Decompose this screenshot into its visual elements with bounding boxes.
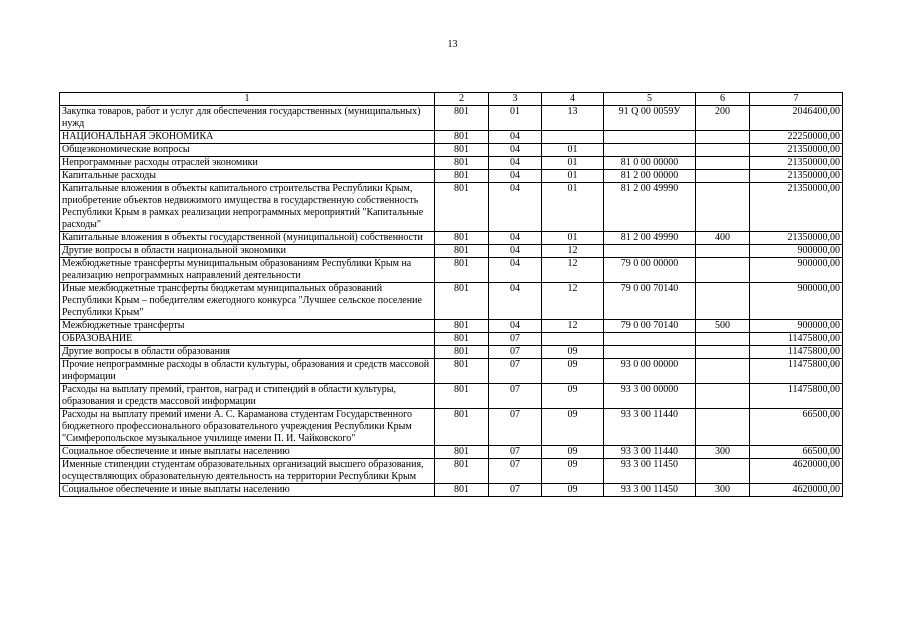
subsection-code-cell: 04 bbox=[489, 245, 542, 258]
target-article-cell bbox=[604, 346, 696, 359]
section-code-cell: 801 bbox=[435, 359, 489, 384]
row-name-cell: Социальное обеспечение и иные выплаты населению bbox=[60, 484, 435, 497]
target-article-cell: 93 3 00 11440 bbox=[604, 409, 696, 446]
expense-type-cell: 300 bbox=[696, 484, 750, 497]
amount-cell: 11475800,00 bbox=[750, 384, 843, 409]
subsection-code-cell: 04 bbox=[489, 283, 542, 320]
section-code-cell: 801 bbox=[435, 320, 489, 333]
header-cell: 4 bbox=[542, 93, 604, 106]
target-article-cell: 93 3 00 11450 bbox=[604, 459, 696, 484]
amount-cell: 21350000,00 bbox=[750, 183, 843, 232]
section-code-cell: 801 bbox=[435, 484, 489, 497]
row-name-cell: НАЦИОНАЛЬНАЯ ЭКОНОМИКА bbox=[60, 131, 435, 144]
row-name-cell: Межбюджетные трансферты bbox=[60, 320, 435, 333]
section-code-cell: 801 bbox=[435, 144, 489, 157]
section-code-cell: 801 bbox=[435, 232, 489, 245]
page-number: 13 bbox=[447, 39, 458, 50]
section-code-cell: 801 bbox=[435, 157, 489, 170]
subsection-code-cell: 04 bbox=[489, 258, 542, 283]
amount-cell: 2046400,00 bbox=[750, 106, 843, 131]
table-row bbox=[60, 258, 843, 283]
subsection-number-cell: 09 bbox=[542, 459, 604, 484]
amount-cell: 900000,00 bbox=[750, 245, 843, 258]
expense-type-cell bbox=[696, 258, 750, 283]
table-row bbox=[60, 484, 843, 497]
subsection-code-cell: 04 bbox=[489, 170, 542, 183]
amount-cell: 11475800,00 bbox=[750, 359, 843, 384]
section-code-cell: 801 bbox=[435, 283, 489, 320]
subsection-code-cell: 04 bbox=[489, 131, 542, 144]
subsection-code-cell: 07 bbox=[489, 359, 542, 384]
amount-cell: 21350000,00 bbox=[750, 144, 843, 157]
target-article-cell: 93 3 00 11440 bbox=[604, 446, 696, 459]
row-name-cell: Иные межбюджетные трансферты бюджетам муниципальных образований Республики Крым – победителям ежегодного конкурса "Лучшее сельское поселение Республики Крым" bbox=[60, 283, 435, 320]
section-code-cell: 801 bbox=[435, 384, 489, 409]
subsection-number-cell bbox=[542, 131, 604, 144]
expense-type-cell: 400 bbox=[696, 232, 750, 245]
section-code-cell: 801 bbox=[435, 106, 489, 131]
expense-type-cell bbox=[696, 359, 750, 384]
subsection-number-cell: 13 bbox=[542, 106, 604, 131]
subsection-code-cell: 04 bbox=[489, 320, 542, 333]
subsection-number-cell: 09 bbox=[542, 384, 604, 409]
row-name-cell: Непрограммные расходы отраслей экономики bbox=[60, 157, 435, 170]
target-article-cell bbox=[604, 131, 696, 144]
target-article-cell: 81 0 00 00000 bbox=[604, 157, 696, 170]
subsection-number-cell: 09 bbox=[542, 484, 604, 497]
subsection-number-cell: 01 bbox=[542, 232, 604, 245]
amount-cell: 21350000,00 bbox=[750, 157, 843, 170]
header-cell: 5 bbox=[604, 93, 696, 106]
expense-type-cell bbox=[696, 459, 750, 484]
subsection-code-cell: 07 bbox=[489, 484, 542, 497]
table-header-row bbox=[60, 93, 843, 106]
row-name-cell: Межбюджетные трансферты муниципальным образованиям Республики Крым на реализацию непрограммных направлений деятельности bbox=[60, 258, 435, 283]
subsection-number-cell: 09 bbox=[542, 446, 604, 459]
table-row bbox=[60, 283, 843, 320]
target-article-cell bbox=[604, 144, 696, 157]
table-row bbox=[60, 157, 843, 170]
subsection-code-cell: 04 bbox=[489, 157, 542, 170]
section-code-cell: 801 bbox=[435, 333, 489, 346]
target-article-cell bbox=[604, 245, 696, 258]
subsection-number-cell: 01 bbox=[542, 157, 604, 170]
row-name-cell: Прочие непрограммные расходы в области культуры, образования и средств массовой информации bbox=[60, 359, 435, 384]
target-article-cell: 91 Q 00 0059У bbox=[604, 106, 696, 131]
subsection-number-cell: 01 bbox=[542, 144, 604, 157]
subsection-code-cell: 04 bbox=[489, 183, 542, 232]
row-name-cell: ОБРАЗОВАНИЕ bbox=[60, 333, 435, 346]
row-name-cell: Капитальные вложения в объекты государственной (муниципальной) собственности bbox=[60, 232, 435, 245]
amount-cell: 900000,00 bbox=[750, 258, 843, 283]
section-code-cell: 801 bbox=[435, 258, 489, 283]
subsection-code-cell: 07 bbox=[489, 446, 542, 459]
amount-cell: 900000,00 bbox=[750, 320, 843, 333]
header-cell: 2 bbox=[435, 93, 489, 106]
amount-cell: 21350000,00 bbox=[750, 232, 843, 245]
expense-type-cell bbox=[696, 131, 750, 144]
expense-type-cell bbox=[696, 170, 750, 183]
subsection-number-cell: 12 bbox=[542, 258, 604, 283]
row-name-cell: Социальное обеспечение и иные выплаты населению bbox=[60, 446, 435, 459]
row-name-cell: Другие вопросы в области национальной экономики bbox=[60, 245, 435, 258]
target-article-cell: 79 0 00 00000 bbox=[604, 258, 696, 283]
target-article-cell: 79 0 00 70140 bbox=[604, 320, 696, 333]
header-cell: 6 bbox=[696, 93, 750, 106]
section-code-cell: 801 bbox=[435, 170, 489, 183]
target-article-cell: 81 2 00 49990 bbox=[604, 232, 696, 245]
row-name-cell: Общеэкономические вопросы bbox=[60, 144, 435, 157]
subsection-number-cell: 01 bbox=[542, 183, 604, 232]
expense-type-cell bbox=[696, 245, 750, 258]
row-name-cell: Закупка товаров, работ и услуг для обеспечения государственных (муниципальных) нужд bbox=[60, 106, 435, 131]
table-row bbox=[60, 333, 843, 346]
expense-type-cell bbox=[696, 384, 750, 409]
subsection-code-cell: 07 bbox=[489, 346, 542, 359]
expense-type-cell bbox=[696, 183, 750, 232]
subsection-number-cell: 09 bbox=[542, 346, 604, 359]
target-article-cell: 81 2 00 00000 bbox=[604, 170, 696, 183]
subsection-number-cell bbox=[542, 333, 604, 346]
subsection-code-cell: 04 bbox=[489, 232, 542, 245]
expense-type-cell: 300 bbox=[696, 446, 750, 459]
header-cell: 1 bbox=[60, 93, 435, 106]
header-cell: 3 bbox=[489, 93, 542, 106]
expense-type-cell bbox=[696, 346, 750, 359]
expense-type-cell bbox=[696, 157, 750, 170]
section-code-cell: 801 bbox=[435, 245, 489, 258]
amount-cell: 22250000,00 bbox=[750, 131, 843, 144]
table-row bbox=[60, 446, 843, 459]
subsection-number-cell: 09 bbox=[542, 359, 604, 384]
target-article-cell bbox=[604, 333, 696, 346]
amount-cell: 66500,00 bbox=[750, 446, 843, 459]
table-row bbox=[60, 245, 843, 258]
amount-cell: 11475800,00 bbox=[750, 333, 843, 346]
table-row bbox=[60, 106, 843, 131]
section-code-cell: 801 bbox=[435, 409, 489, 446]
subsection-code-cell: 07 bbox=[489, 459, 542, 484]
amount-cell: 11475800,00 bbox=[750, 346, 843, 359]
row-name-cell: Капитальные расходы bbox=[60, 170, 435, 183]
row-name-cell: Расходы на выплату премий, грантов, наград и стипендий в области культуры, образования и средств массовой информации bbox=[60, 384, 435, 409]
amount-cell: 66500,00 bbox=[750, 409, 843, 446]
amount-cell: 4620000,00 bbox=[750, 484, 843, 497]
header-cell: 7 bbox=[750, 93, 843, 106]
amount-cell: 900000,00 bbox=[750, 283, 843, 320]
subsection-number-cell: 12 bbox=[542, 283, 604, 320]
subsection-code-cell: 07 bbox=[489, 409, 542, 446]
target-article-cell: 79 0 00 70140 bbox=[604, 283, 696, 320]
subsection-code-cell: 07 bbox=[489, 384, 542, 409]
table-row bbox=[60, 384, 843, 409]
expense-type-cell bbox=[696, 283, 750, 320]
table-row bbox=[60, 131, 843, 144]
amount-cell: 21350000,00 bbox=[750, 170, 843, 183]
budget-table bbox=[59, 92, 843, 497]
expense-type-cell: 200 bbox=[696, 106, 750, 131]
table-row bbox=[60, 320, 843, 333]
section-code-cell: 801 bbox=[435, 131, 489, 144]
row-name-cell: Другие вопросы в области образования bbox=[60, 346, 435, 359]
subsection-code-cell: 07 bbox=[489, 333, 542, 346]
table-row bbox=[60, 232, 843, 245]
target-article-cell: 93 3 00 00000 bbox=[604, 384, 696, 409]
subsection-number-cell: 12 bbox=[542, 245, 604, 258]
subsection-number-cell: 09 bbox=[542, 409, 604, 446]
table-row bbox=[60, 144, 843, 157]
table-row bbox=[60, 170, 843, 183]
row-name-cell: Именные стипендии студентам образовательных организаций высшего образования, осуществляющих образовательную деятельность на территории Республики Крым bbox=[60, 459, 435, 484]
table-row bbox=[60, 409, 843, 446]
section-code-cell: 801 bbox=[435, 446, 489, 459]
table-row bbox=[60, 359, 843, 384]
subsection-code-cell: 04 bbox=[489, 144, 542, 157]
subsection-code-cell: 01 bbox=[489, 106, 542, 131]
target-article-cell: 81 2 00 49990 bbox=[604, 183, 696, 232]
table-row bbox=[60, 183, 843, 232]
row-name-cell: Расходы на выплату премий имени А. С. Караманова студентам Государственного бюджетного профессионального образовательного учреждения Республики Крым "Симферопольское музыкальное училище имени П. И. Чайковского" bbox=[60, 409, 435, 446]
target-article-cell: 93 3 00 11450 bbox=[604, 484, 696, 497]
expense-type-cell bbox=[696, 409, 750, 446]
expense-type-cell: 500 bbox=[696, 320, 750, 333]
section-code-cell: 801 bbox=[435, 346, 489, 359]
table-row bbox=[60, 459, 843, 484]
expense-type-cell bbox=[696, 144, 750, 157]
amount-cell: 4620000,00 bbox=[750, 459, 843, 484]
table-row bbox=[60, 346, 843, 359]
section-code-cell: 801 bbox=[435, 459, 489, 484]
subsection-number-cell: 01 bbox=[542, 170, 604, 183]
row-name-cell: Капитальные вложения в объекты капитального строительства Республики Крым, приобретение объектов недвижимого имущества в государственную собственность Республики Крым в рамках реализации непрограммных мероприятий "Капитальные расходы" bbox=[60, 183, 435, 232]
subsection-number-cell: 12 bbox=[542, 320, 604, 333]
expense-type-cell bbox=[696, 333, 750, 346]
section-code-cell: 801 bbox=[435, 183, 489, 232]
target-article-cell: 93 0 00 00000 bbox=[604, 359, 696, 384]
